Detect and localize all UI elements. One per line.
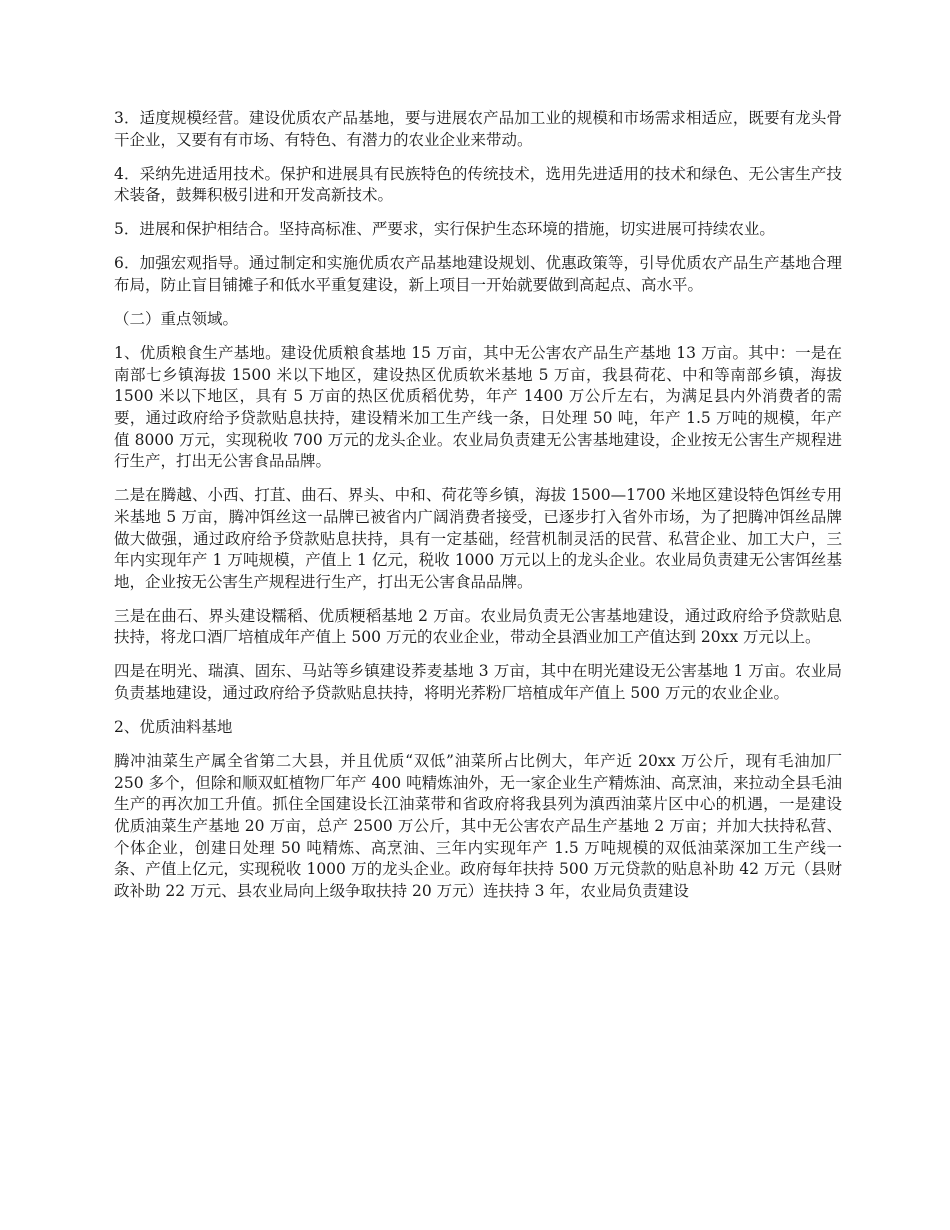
paragraph-principle-3: 3．适度规模经营。建设优质农产品基地，要与进展农产品加工业的规模和市场需求相适应，既要有龙头骨干企业，又要有有市场、有特色、有潜力的农业企业来带动。 [114, 109, 842, 149]
paragraph-principle-6: 6．加强宏观指导。通过制定和实施优质农产品基地建设规划、优惠政策等，引导优质农产品生产基地合理布局，防止盲目铺摊子和低水平重复建设，新上项目一开始就要做到高起点、高水平。 [114, 254, 842, 295]
document-page [114, 108, 842, 915]
paragraph-glutinous-rice-base: 三是在曲石、界头建设糯稻、优质粳稻基地 2 万亩。农业局负责无公害基地建设，通过政府给予贷款贴息扶持，将龙口酒厂培植成年产值上 500 万元的农业企业，带动全县酒业加工产值达到 20xx 万元以上。 [114, 606, 842, 647]
paragraph-principle-4: 4．采纳先进适用技术。保护和进展具有民族特色的传统技术，选用先进适用的技术和绿色、无公害生产技术装备，鼓舞积极引进和开发高新技术。 [114, 164, 842, 205]
paragraph-principle-5: 5．进展和保护相结合。坚持高标准、严要求，实行保护生态环境的措施，切实进展可持续农业。 [114, 220, 775, 239]
paragraph-grain-base: 1、优质粮食生产基地。建设优质粮食基地 15 万亩，其中无公害农产品生产基地 13 万亩。其中：一是在南部七乡镇海拔 1500 米以下地区，建设热区优质软米基地 5 万亩，我县荷花、中和等南部乡镇，海拔 1500 米以下地区，具有 5 万亩的热区优质稻优势，年产 1400 万公斤左右，为满足县内外消费者的需要，通过政府给予贷款贴息扶持，建设精米加工生产线一条，日处理 50 吨，年产 1.5 万吨的规模，年产值 8000 万元，实现税收 700 万元的龙头企业。农业局负责建无公害基地建设，企业按无公害生产规程进行生产，打出无公害食品品牌。 [114, 344, 842, 471]
section-heading-oil-base: 2、优质油料基地 [114, 718, 233, 737]
section-heading-key-areas: （二）重点领域。 [114, 310, 239, 329]
paragraph-oilseed-base: 腾冲油菜生产属全省第二大县，并且优质“双低”油菜所占比例大，年产近 20xx 万公斤，现有毛油加厂 250 多个，但除和顺双虹植物厂年产 400 吨精炼油外，无一家企业生产精炼油、高烹油，来拉动全县毛油生产的再次加工升值。抓住全国建设长江油菜带和省政府将我县列为滇西油菜片区中心的机遇，一是建设优质油菜生产基地 20 万亩，总产 2500 万公斤，其中无公害农产品生产基地 2 万亩；并加大扶持私营、个体企业，创建日处理 50 吨精炼、高烹油、三年内实现年产 1.5 万吨规模的双低油菜深加工生产线一条、产值上亿元，实现税收 1000 万的龙头企业。政府每年扶持 500 万元贷款的贴息补助 42 万元（县财政补助 22 万元、县农业局向上级争取扶持 20 万元）连扶持 3 年，农业局负责建设 [114, 752, 842, 900]
paragraph-rice-noodle-base: 二是在腾越、小西、打苴、曲石、界头、中和、荷花等乡镇，海拔 1500—1700 米地区建设特色饵丝专用米基地 5 万亩，腾冲饵丝这一品牌已被省内广阔消费者接受，已逐步打入省外市场，为了把腾冲饵丝品牌做大做强，通过政府给予贷款贴息扶持，具有一定基础，经营机制灵活的民营、私营企业、加工大户，三年内实现年产 1 万吨规模，产值上 1 亿元，税收 1000 万元以上的龙头企业。农业局负责建无公害饵丝基地，企业按无公害生产规程进行生产，打出无公害食品品牌。 [114, 486, 842, 591]
paragraph-buckwheat-base: 四是在明光、瑞滇、固东、马站等乡镇建设荞麦基地 3 万亩，其中在明光建设无公害基地 1 万亩。农业局负责基地建设，通过政府给予贷款贴息扶持，将明光荞粉厂培植成年产值上 500 万元的农业企业。 [114, 662, 842, 703]
